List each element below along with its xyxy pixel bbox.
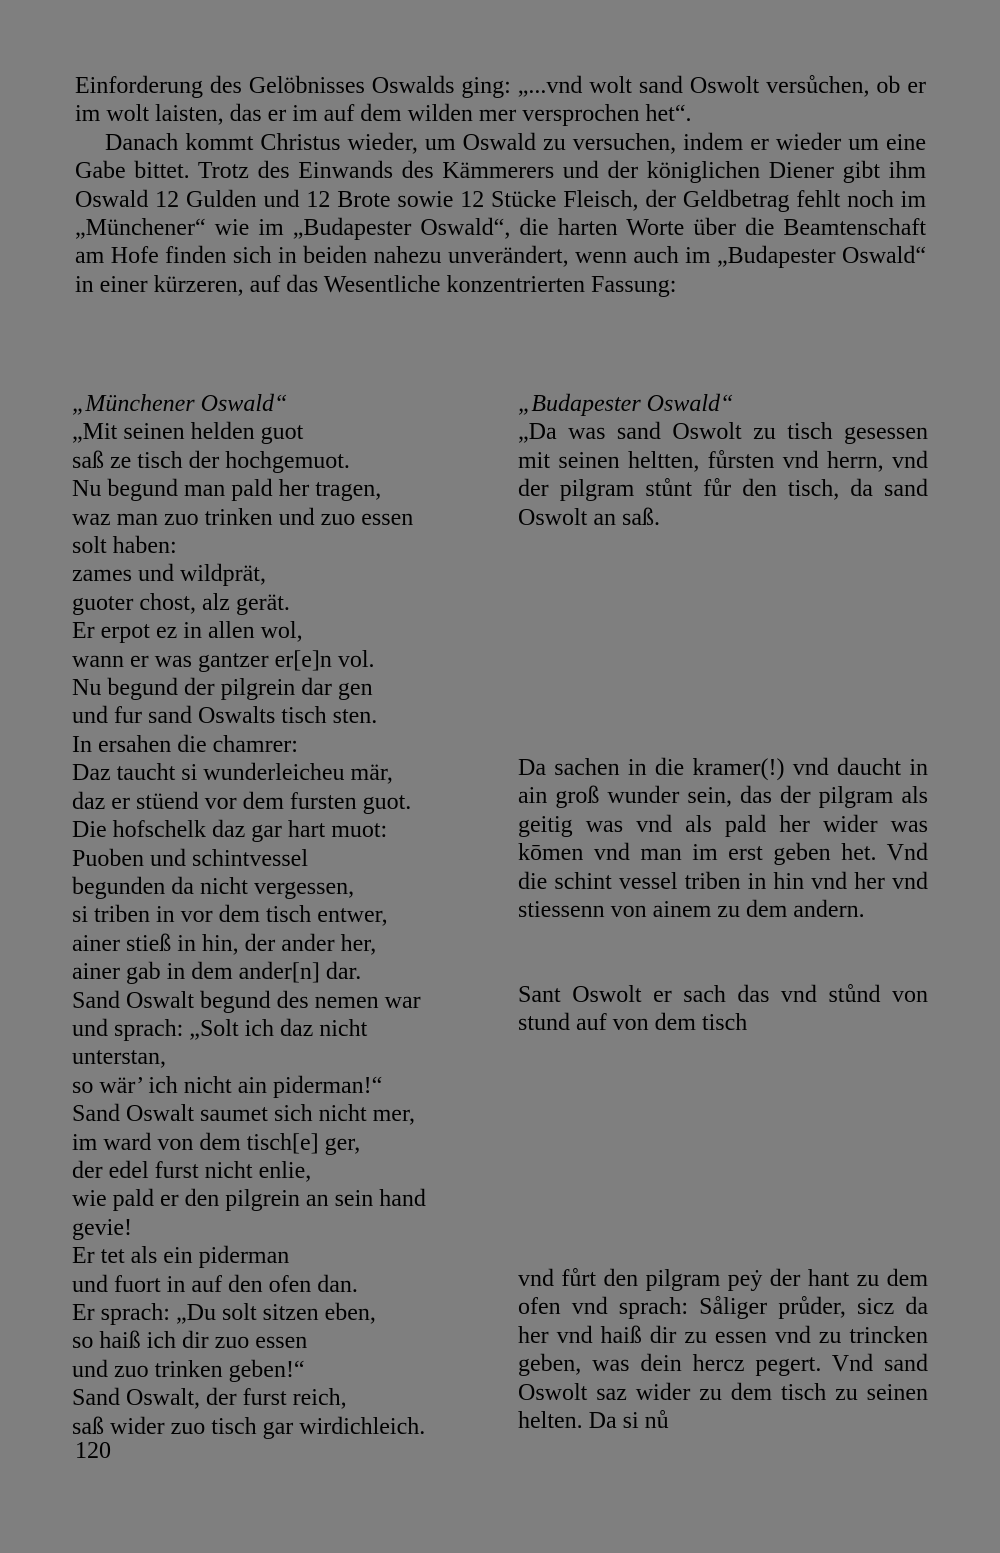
page-number: 120 bbox=[75, 1438, 111, 1464]
verse-line: so haiß ich dir zuo essen bbox=[72, 1328, 308, 1355]
budapester-block-1: „Da was sand Oswolt zu tisch gesessen mit seinen heltten, fůrsten vnd herrn, vnd der pilgram stůnt fůr den tisch, da sand Oswolt an saß. bbox=[518, 419, 928, 531]
verse-line: guoter chost, alz gerät. bbox=[72, 589, 290, 616]
budapester-block-2: Da sachen in die kramer(!) vnd daucht in ain groß wunder sein, das der pilgram als geitig was vnd als pald her wider was kōmen vnd man im erst geben het. Vnd die schint vessel triben in hin vnd her vnd stiessenn von ainem zu dem andern. bbox=[518, 755, 928, 924]
verse-line: In ersahen die chamrer: bbox=[72, 731, 298, 758]
budapester-title: „Budapester Oswald“ bbox=[518, 391, 734, 417]
verse-line: unterstan, bbox=[72, 1044, 166, 1071]
verse-line: Nu begund der pilgrein dar gen bbox=[72, 675, 373, 702]
verse-line: saß ze tisch der hochgemuot. bbox=[72, 447, 350, 474]
verse-line: „Mit seinen helden guot bbox=[72, 419, 304, 446]
verse-line: wann er was gantzer er[e]n vol. bbox=[72, 646, 375, 673]
verse-line: so wär’ ich nicht ain piderman!“ bbox=[72, 1072, 383, 1099]
intro-text bbox=[75, 72, 926, 299]
verse-line: und fur sand Oswalts tisch sten. bbox=[72, 703, 378, 730]
verse-line: zames und wildprät, bbox=[72, 561, 266, 588]
verse-line: wie pald er den pilgrein an sein hand bbox=[72, 1186, 426, 1213]
verse-line: Er sprach: „Du solt sitzen eben, bbox=[72, 1300, 376, 1326]
budapester-block-4: vnd fůrt den pilgram peẏ der hant zu dem ofen vnd sprach: Såliger průder, sicz da her vnd haiß dir zu essen vnd zu trincken geben, was dein hercz pegert. Vnd sand Oswolt saz wider zu dem tisch zu seinen helten. Da si nů bbox=[518, 1266, 928, 1435]
verse-line: Puoben und schintvessel bbox=[72, 845, 308, 872]
verse-line: Sand Oswalt saumet sich nicht mer, bbox=[72, 1101, 415, 1128]
verse-line: Sand Oswalt begund des nemen war bbox=[72, 987, 421, 1014]
verse-line: waz man zuo trinken und zuo essen bbox=[72, 504, 414, 531]
verse-line: gevie! bbox=[72, 1214, 132, 1241]
verse-line: Sand Oswalt, der furst reich, bbox=[72, 1385, 347, 1412]
verse-line: ainer gab in dem ander[n] dar. bbox=[72, 959, 362, 986]
verse-line: Er tet als ein piderman bbox=[72, 1243, 290, 1270]
intro-paragraph-1: Einforderung des Gelöbnisses Oswalds ging: „...vnd wolt sand Oswolt versůchen, ob er im wolt laisten, das er im auf dem wilden mer versprochen het“. bbox=[75, 73, 926, 128]
muenchener-title: „Münchener Oswald“ bbox=[72, 391, 288, 417]
muenchener-verse bbox=[72, 418, 502, 1441]
intro-paragraph-2: Danach kommt Christus wieder, um Oswald zu versuchen, indem er wieder um eine Gabe bittet. Trotz des Einwands des Kämmerers und der königlichen Diener gibt ihm Oswald 12 Gulden und 12 Brote sowie 12 Stücke Fleisch, der Geldbetrag fehlt noch im „Münchener“ wie im „Budapester Oswald“, die harten Worte über die Beamtenschaft am Hofe finden sich in beiden nahezu unverändert, wenn auch im „Budapester Oswald“ in einer kürzeren, auf das Wesentliche konzentrierten Fassung: bbox=[75, 129, 926, 298]
verse-line: im ward von dem tisch[e] ger, bbox=[72, 1129, 361, 1156]
verse-line: solt haben: bbox=[72, 533, 177, 560]
budapester-column bbox=[518, 390, 928, 1435]
verse-line: und sprach: „Solt ich daz nicht bbox=[72, 1015, 368, 1042]
verse-line: und zuo trinken geben!“ bbox=[72, 1356, 305, 1383]
verse-line: begunden da nicht vergessen, bbox=[72, 873, 355, 900]
verse-line: saß wider zuo tisch gar wirdichleich. bbox=[72, 1413, 426, 1440]
verse-line: und fuort in auf den ofen dan. bbox=[72, 1271, 358, 1298]
muenchener-column bbox=[72, 390, 502, 1441]
verse-line: si triben in vor dem tisch entwer, bbox=[72, 902, 388, 929]
verse-line: Die hofschelk daz gar hart muot: bbox=[72, 817, 388, 844]
verse-line: Nu begund man pald her tragen, bbox=[72, 476, 382, 503]
verse-line: der edel furst nicht enlie, bbox=[72, 1157, 312, 1184]
verse-line: ainer stieß in hin, der ander her, bbox=[72, 930, 377, 957]
verse-line: daz er stüend vor dem fursten guot. bbox=[72, 788, 412, 815]
verse-line: Er erpot ez in allen wol, bbox=[72, 618, 303, 645]
verse-line: Daz taucht si wunderleicheu mär, bbox=[72, 760, 393, 787]
budapester-block-3: Sant Oswolt er sach das vnd stůnd von stund auf von dem tisch bbox=[518, 982, 928, 1037]
